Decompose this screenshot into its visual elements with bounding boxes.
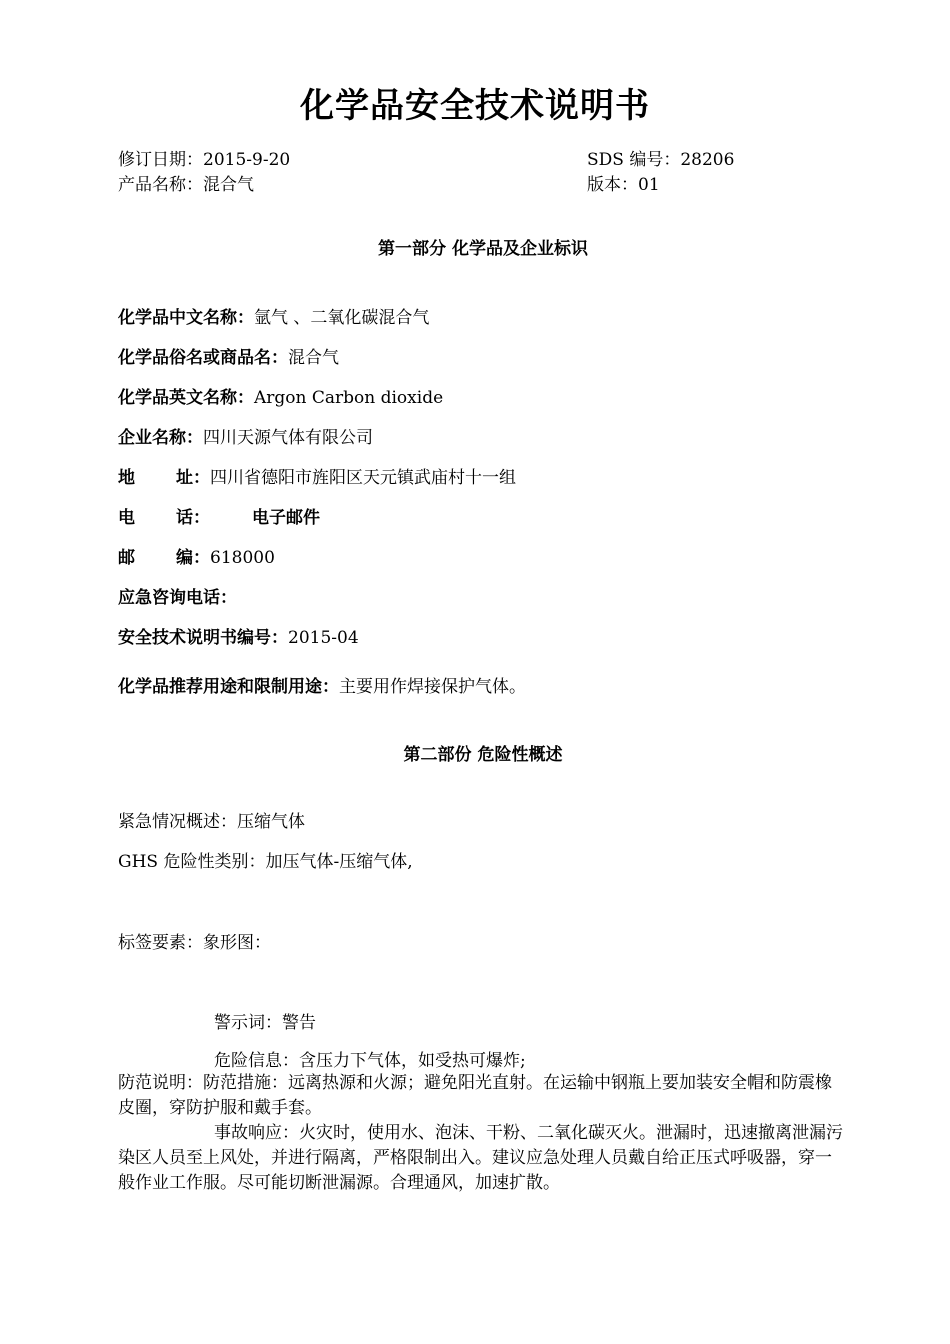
precaution-label: 防范说明： <box>118 1073 203 1093</box>
company-row <box>118 423 373 448</box>
common-name-label: 化学品俗名或商品名： <box>118 348 288 368</box>
postcode-row <box>118 543 275 568</box>
address-label-b: 址： <box>176 468 210 488</box>
revision-date: 修订日期：2015-9-20 <box>118 150 291 170</box>
usage-label: 化学品推荐用途和限制用途： <box>118 677 339 697</box>
company-value: 四川天源气体有限公司 <box>203 428 373 448</box>
postcode-value: 618000 <box>210 548 275 568</box>
version: 版本：01 <box>587 175 660 195</box>
phone-label-a: 电 <box>118 508 135 528</box>
english-name-row <box>118 383 443 408</box>
response-text: 事故响应：火灾时，使用水、泡沫、干粉、二氧化碳灭火。泄漏时，迅速撤离泄漏污染区人员至上风处，并进行隔离，严格限制出入。建议应急处理人员戴自给正压式呼吸器，穿一般作业工作服。尽可能切断泄漏源。合理通风，加速扩散。 <box>118 1123 843 1193</box>
chinese-name-label: 化学品中文名称： <box>118 308 254 328</box>
sds-no-row <box>118 623 359 648</box>
emergency-phone-label: 应急咨询电话： <box>118 588 237 608</box>
usage-value: 主要用作焊接保护气体。 <box>339 677 526 697</box>
section1-heading: 第一部分 化学品及企业标识 <box>378 239 588 259</box>
emergency-phone-row <box>118 583 237 608</box>
ghs-class: GHS 危险性类别：加压气体-压缩气体, <box>118 852 413 872</box>
section2-heading: 第二部份 危险性概述 <box>403 745 563 765</box>
english-name-label: 化学品英文名称： <box>118 388 254 408</box>
precaution-paragraph <box>118 1071 846 1121</box>
postcode-label-a: 邮 <box>118 548 135 568</box>
usage-row <box>118 672 526 697</box>
label-elements: 标签要素：象形图： <box>118 933 271 953</box>
product-name: 产品名称：混合气 <box>118 175 254 195</box>
phone-label-b: 话： <box>176 508 210 528</box>
hazard-info: 危险信息：含压力下气体，如受热可爆炸; <box>214 1051 526 1071</box>
sds-no-label: 安全技术说明书编号： <box>118 628 288 648</box>
address-label-a: 地 <box>118 468 135 488</box>
sds-number: SDS 编号：28206 <box>587 150 735 170</box>
postcode-label-b: 编： <box>176 548 210 568</box>
address-value: 四川省德阳市旌阳区天元镇武庙村十一组 <box>210 468 516 488</box>
english-name-value: Argon Carbon dioxide <box>254 388 444 408</box>
signal-word: 警示词：警告 <box>214 1013 316 1033</box>
company-label: 企业名称： <box>118 428 203 448</box>
address-row <box>118 463 516 488</box>
email-label: 电子邮件 <box>252 508 320 528</box>
chinese-name-value: 氩气 、二氧化碳混合气 <box>254 308 430 328</box>
precaution-text: 防范措施：远离热源和火源；避免阳光直射。在运输中钢瓶上要加装安全帽和防震橡皮圈，穿防护服和戴手套。 <box>118 1073 832 1118</box>
response-paragraph <box>118 1121 846 1196</box>
emergency-overview: 紧急情况概述：压缩气体 <box>118 812 305 832</box>
phone-row <box>118 503 320 528</box>
common-name-row <box>118 343 339 368</box>
common-name-value: 混合气 <box>288 348 339 368</box>
document-title: 化学品安全技术说明书 <box>300 86 650 126</box>
chinese-name-row <box>118 303 429 328</box>
sds-no-value: 2015-04 <box>288 628 359 648</box>
